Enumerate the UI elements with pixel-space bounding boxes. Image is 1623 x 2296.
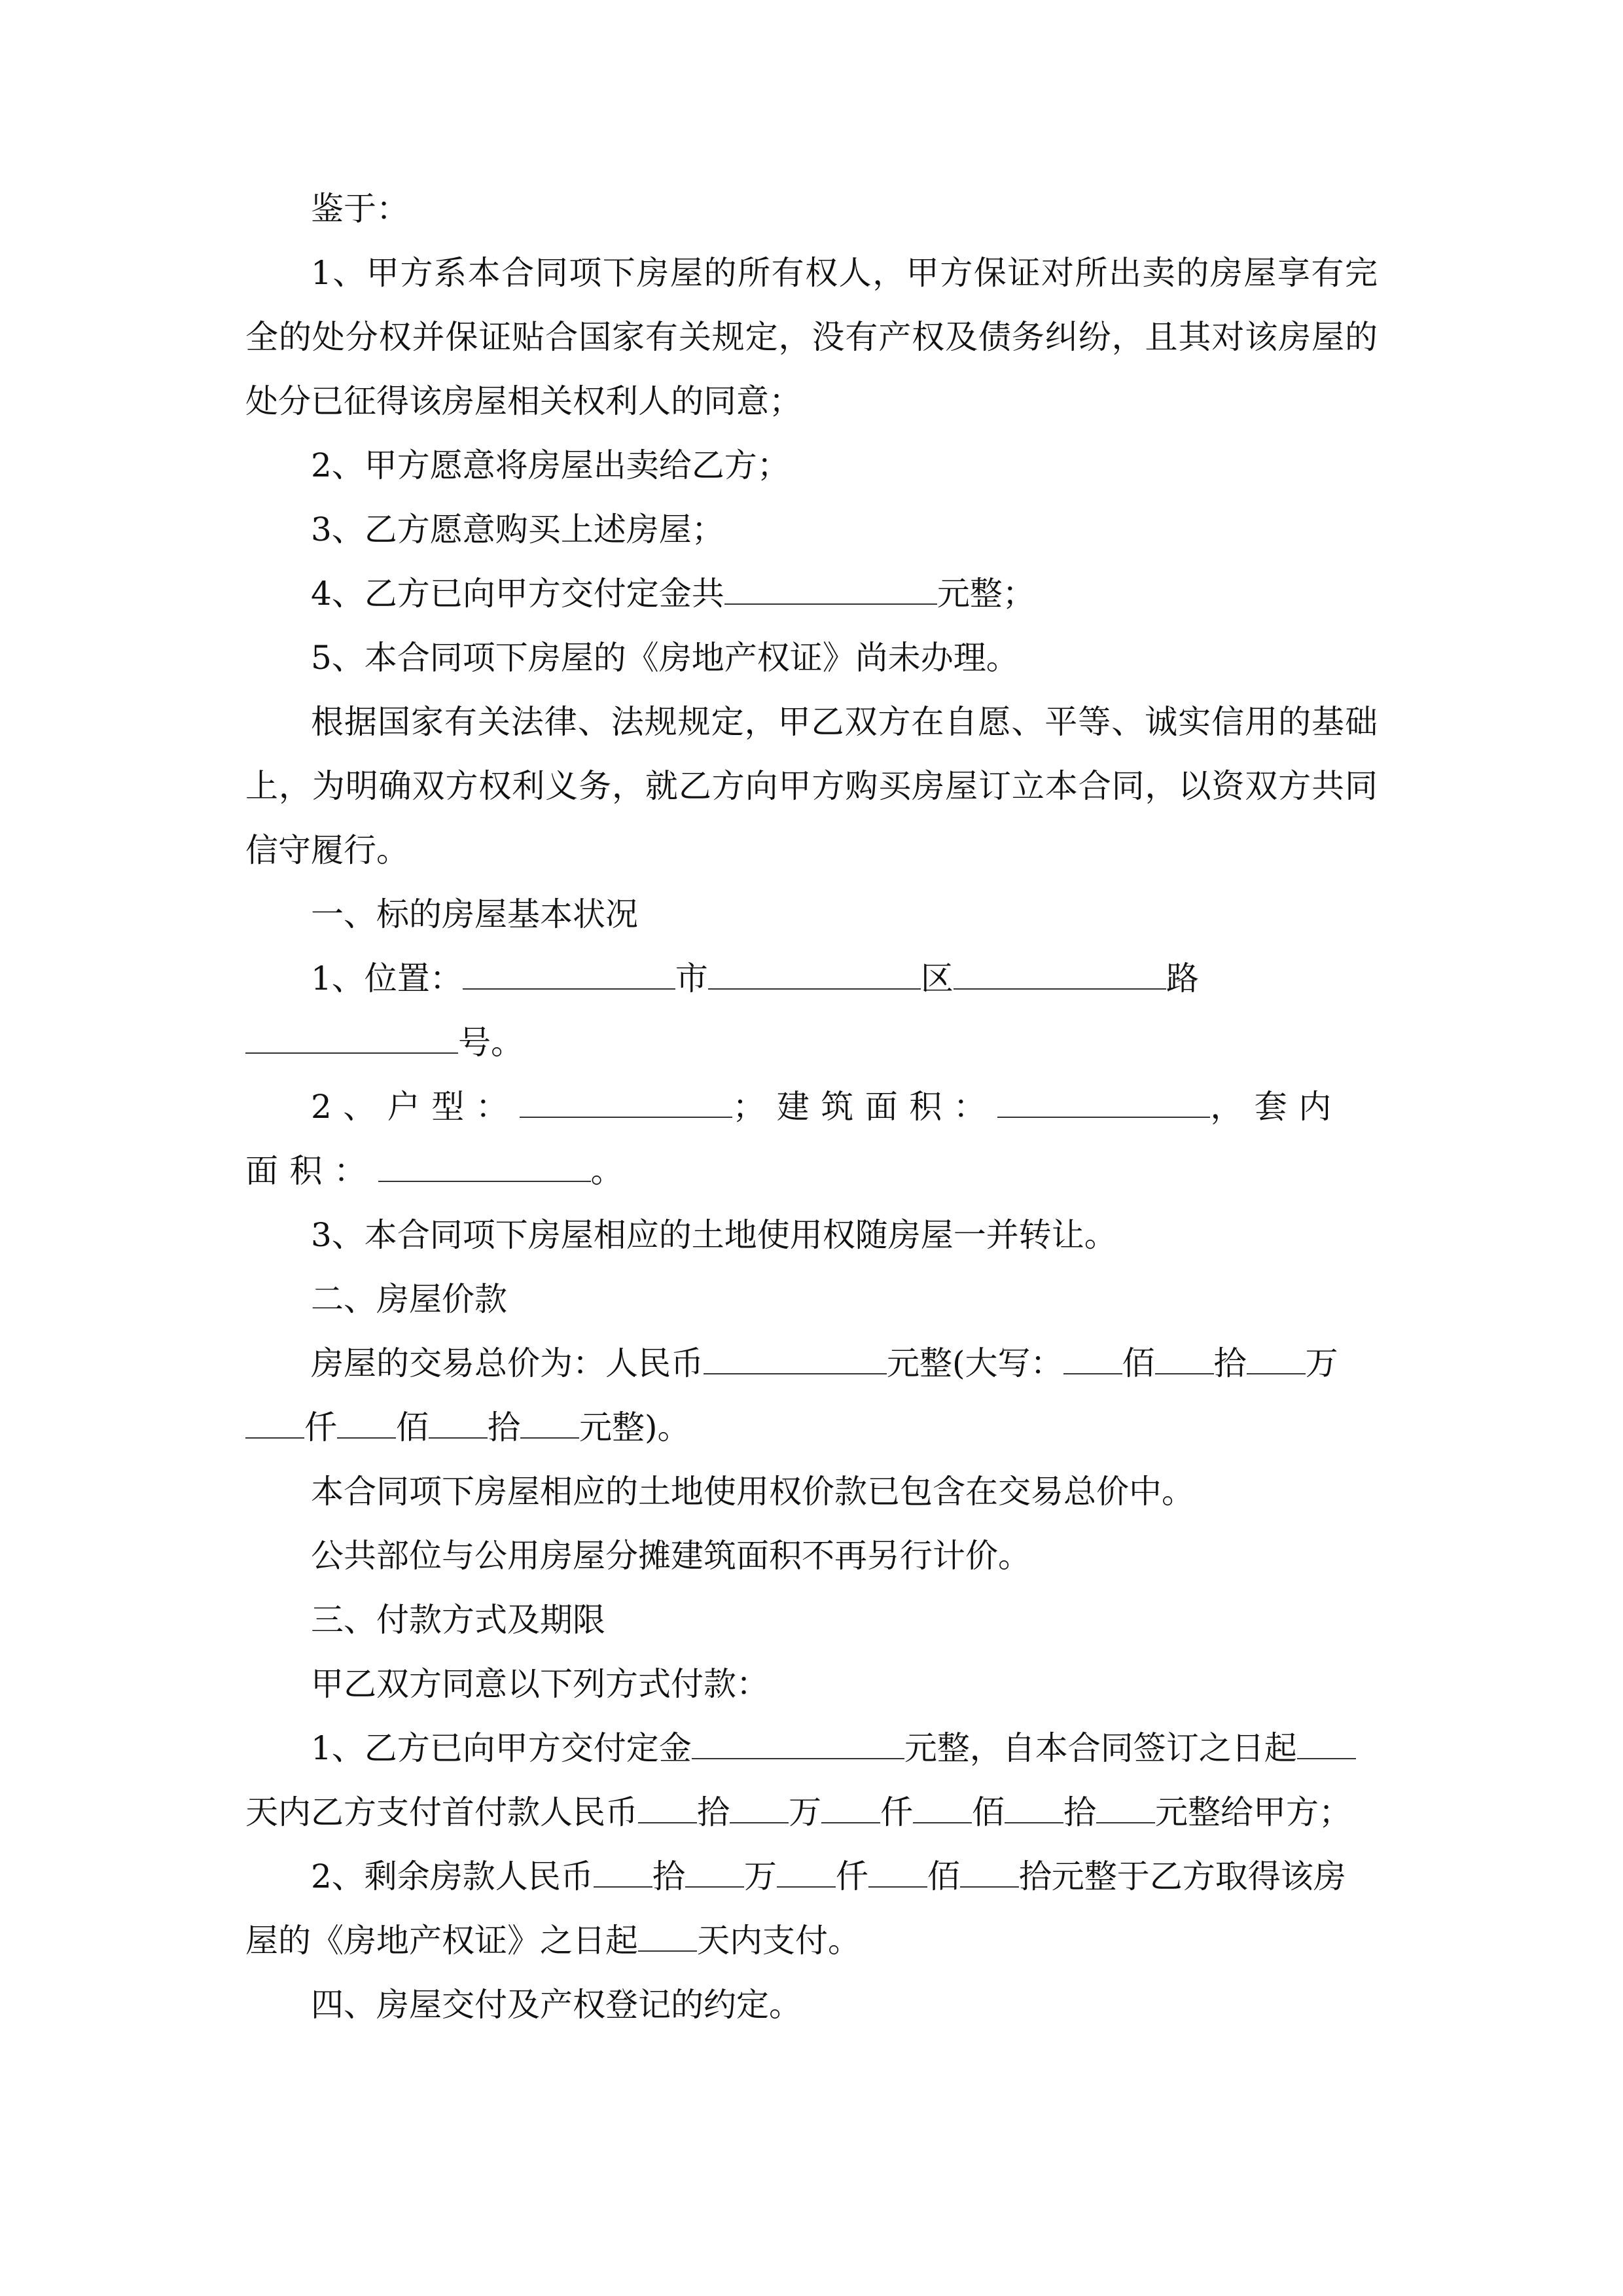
- amount-blank[interactable]: [638, 1793, 697, 1823]
- price-capital-label: 元整(大写：: [887, 1344, 1063, 1382]
- payment-1-end: 元整给甲方；: [1155, 1793, 1351, 1831]
- unit-wan: 万: [743, 1857, 777, 1895]
- unit-bai: 佰: [1122, 1344, 1155, 1382]
- section-3-title: 三、付款方式及期限: [311, 1601, 605, 1639]
- number-label: 号。: [458, 1024, 524, 1062]
- layout-line: [245, 1075, 1378, 1203]
- payment-2-text: 2、剩余房款人民币: [311, 1857, 594, 1895]
- days-blank[interactable]: [1297, 1729, 1356, 1759]
- amount-blank[interactable]: [594, 1857, 652, 1888]
- unit-shi: 拾: [1213, 1344, 1247, 1382]
- price-close: 元整)。: [579, 1408, 690, 1446]
- unit-wan: 万: [789, 1793, 821, 1831]
- recital-1: 1、甲方系本合同项下房屋的所有权人，甲方保证对所出卖的房屋享有完全的处分权并保证贴合国家有关规定，没有产权及债务纠纷，且其对该房屋的处分已征得该房屋相关权利人的同意；: [245, 254, 1378, 420]
- location-line: [245, 946, 1378, 1075]
- land-price-line: 本合同项下房屋相应的土地使用权价款已包含在交易总价中。: [311, 1473, 1194, 1511]
- payment-1-mid: 元整，自本合同签订之日起: [904, 1729, 1297, 1767]
- whereas-heading: 鉴于：: [311, 190, 409, 228]
- land-right-line: 3、本合同项下房屋相应的土地使用权随房屋一并转让。: [311, 1216, 1117, 1254]
- layout-label: 2、户型：: [311, 1088, 520, 1126]
- recital-5: 5、本合同项下房屋的《房地产权证》尚未办理。: [311, 639, 1019, 677]
- unit-wan: 万: [1305, 1344, 1338, 1382]
- city-label: 市: [675, 960, 708, 997]
- inner-area-label: ，套内面积：: [245, 1088, 1343, 1190]
- inner-area-blank[interactable]: [378, 1151, 591, 1182]
- amount-blank[interactable]: [913, 1793, 972, 1823]
- payment-2: [245, 1844, 1378, 1973]
- cap-blank[interactable]: [1063, 1344, 1122, 1374]
- amount-blank[interactable]: [960, 1857, 1019, 1888]
- area-label: ；建筑面积：: [732, 1088, 998, 1126]
- district-label: 区: [920, 960, 954, 997]
- payment-1: [245, 1716, 1378, 1844]
- amount-blank[interactable]: [1005, 1793, 1063, 1823]
- recital-4: [245, 562, 1378, 626]
- unit-qian: 仟: [880, 1793, 913, 1831]
- layout-period: 。: [590, 1152, 624, 1190]
- recital-2: 2、甲方愿意将房屋出卖给乙方；: [311, 446, 790, 484]
- cap-blank[interactable]: [1247, 1344, 1306, 1374]
- price-line: [245, 1331, 1378, 1460]
- amount-blank[interactable]: [821, 1793, 880, 1823]
- unit-qian: 仟: [835, 1857, 868, 1895]
- recital-4-suffix: 元整；: [936, 575, 1035, 613]
- deposit-blank[interactable]: [724, 574, 937, 605]
- location-label: 1、位置：: [311, 960, 463, 997]
- cap-blank[interactable]: [429, 1408, 488, 1439]
- days-blank[interactable]: [638, 1921, 697, 1952]
- unit-bai: 佰: [972, 1793, 1005, 1831]
- deposit-amount-blank[interactable]: [692, 1729, 904, 1759]
- cap-blank[interactable]: [520, 1408, 579, 1439]
- payment-2-end: 拾元整于乙方取得该房屋的《房地产权证》之日起: [245, 1857, 1346, 1960]
- amount-blank[interactable]: [868, 1857, 927, 1888]
- area-blank[interactable]: [997, 1087, 1210, 1118]
- unit-bai: 佰: [396, 1408, 429, 1446]
- payment-2-tail: 天内支付。: [697, 1922, 861, 1960]
- contract-page: [245, 177, 1378, 2037]
- cap-blank[interactable]: [245, 1408, 304, 1439]
- district-blank[interactable]: [708, 959, 921, 990]
- amount-blank[interactable]: [777, 1857, 836, 1888]
- unit-bai: 佰: [927, 1857, 960, 1895]
- amount-blank[interactable]: [1096, 1793, 1155, 1823]
- payment-1-text: 1、乙方已向甲方交付定金: [311, 1729, 692, 1767]
- section-4-title: 四、房屋交付及产权登记的约定。: [311, 1986, 802, 2024]
- unit-shi: 拾: [1063, 1793, 1096, 1831]
- unit-shi: 拾: [488, 1408, 520, 1446]
- amount-blank[interactable]: [685, 1857, 744, 1888]
- common-area-line: 公共部位与公用房屋分摊建筑面积不再另行计价。: [311, 1537, 1031, 1575]
- price-label: 房屋的交易总价为：人民币: [311, 1344, 704, 1382]
- payment-1-days: 天内乙方支付首付款人民币: [245, 1793, 638, 1831]
- recital-4-text: 4、乙方已向甲方交付定金共: [311, 575, 724, 613]
- section-2-title: 二、房屋价款: [311, 1280, 507, 1318]
- amount-blank[interactable]: [730, 1793, 789, 1823]
- layout-blank[interactable]: [520, 1087, 732, 1118]
- cap-blank[interactable]: [337, 1408, 396, 1439]
- city-blank[interactable]: [463, 959, 675, 990]
- cap-blank[interactable]: [1155, 1344, 1214, 1374]
- price-blank[interactable]: [704, 1344, 887, 1374]
- section-1-title: 一、标的房屋基本状况: [311, 895, 638, 933]
- road-blank[interactable]: [954, 959, 1166, 990]
- unit-qian: 仟: [304, 1408, 337, 1446]
- number-blank[interactable]: [245, 1023, 458, 1054]
- unit-shi: 拾: [652, 1857, 685, 1895]
- basis-paragraph: 根据国家有关法律、法规规定，甲乙双方在自愿、平等、诚实信用的基础上，为明确双方权利义务，就乙方向甲方购买房屋订立本合同，以资双方共同信守履行。: [245, 703, 1378, 869]
- recital-3: 3、乙方愿意购买上述房屋；: [311, 511, 724, 548]
- unit-shi: 拾: [697, 1793, 730, 1831]
- road-label: 路: [1166, 960, 1199, 997]
- payment-intro: 甲乙双方同意以下列方式付款：: [311, 1665, 769, 1703]
